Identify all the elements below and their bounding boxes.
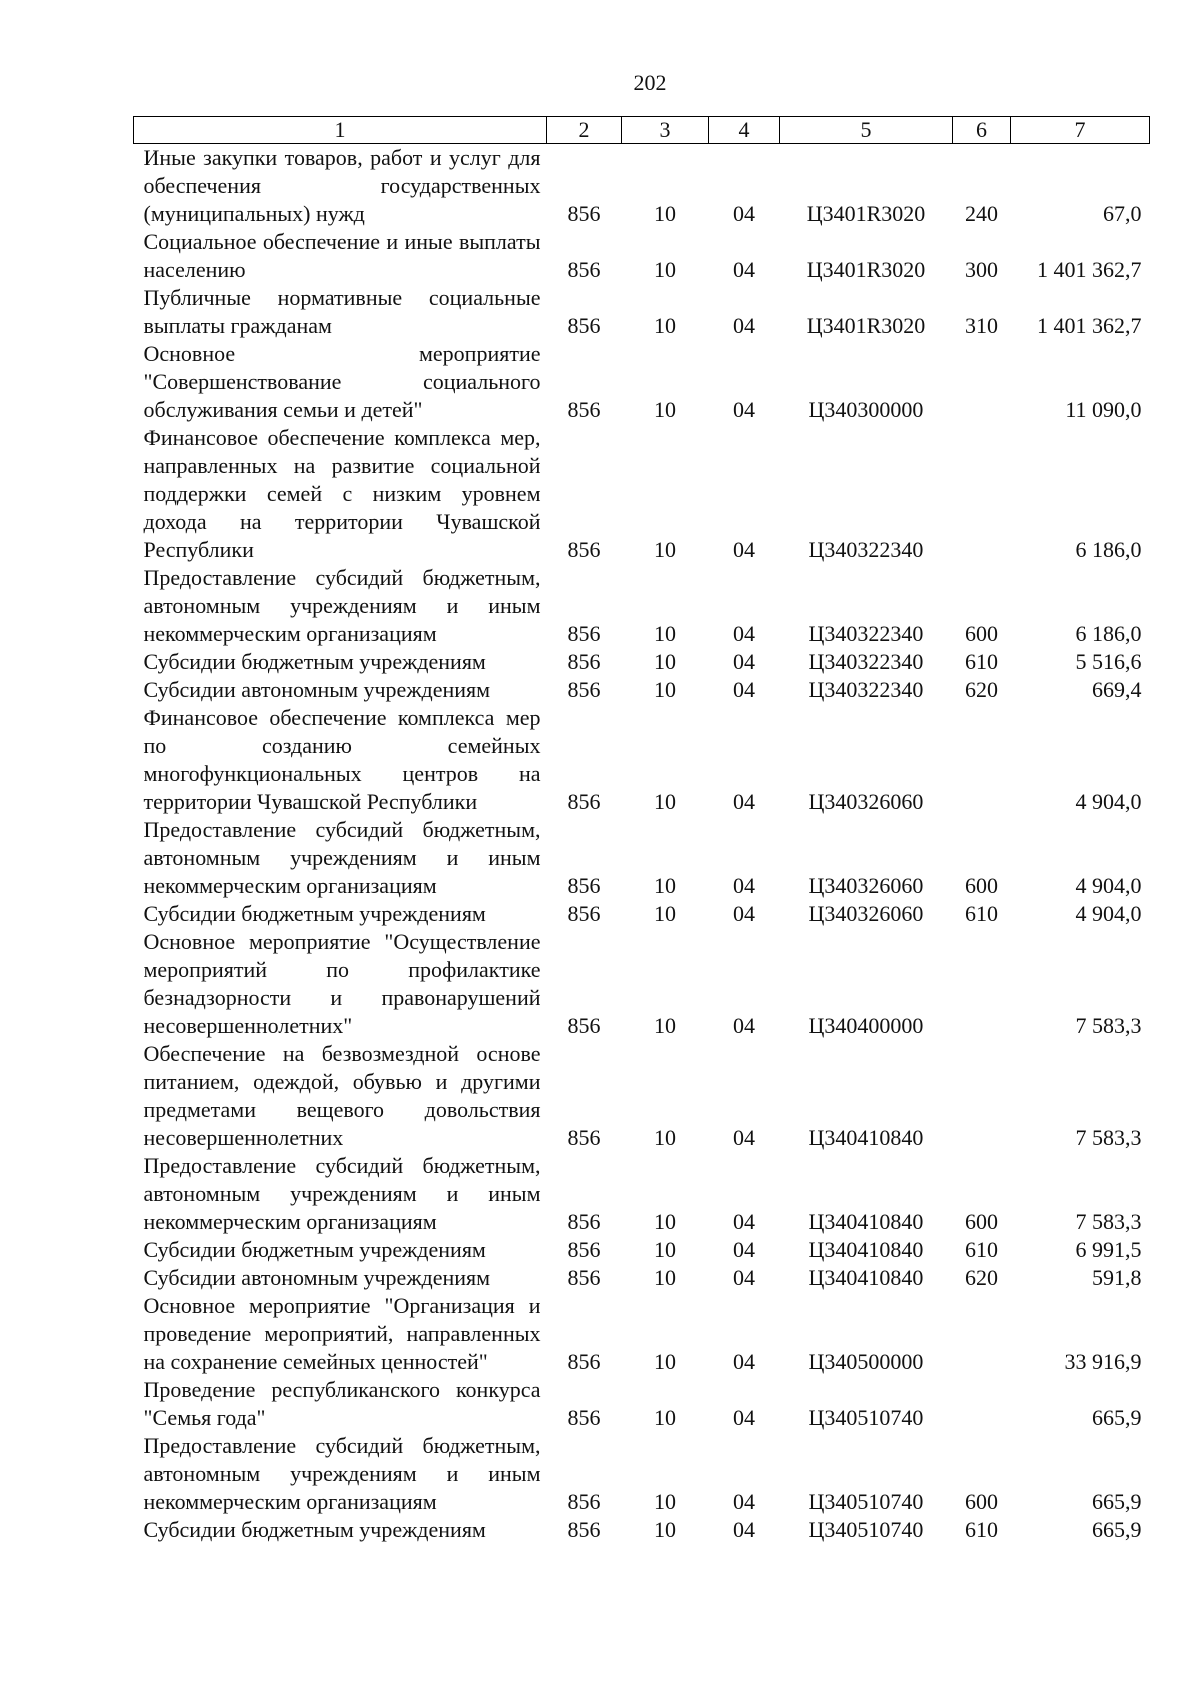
table-row <box>134 816 1150 900</box>
row-subsection: 04 <box>733 1489 755 1514</box>
table-row <box>134 144 1150 229</box>
row-target-article: Ц340510740 <box>808 1405 924 1430</box>
row-expense-type: 610 <box>965 649 998 674</box>
row-description: Финансовое обеспечение комплекса мер по созданию семейных многофункциональных центров на территории Чувашской Республики <box>143 705 541 814</box>
row-description: Субсидии автономным учреждениям <box>143 1265 491 1290</box>
table-row <box>134 284 1150 340</box>
header-cell-2: 2 <box>547 117 622 144</box>
header-cell-3: 3 <box>622 117 709 144</box>
row-description: Иные закупки товаров, работ и услуг для обеспечения государственных (муниципальных) нужд <box>143 145 541 226</box>
row-subsection: 04 <box>733 1125 755 1150</box>
row-amount: 4 904,0 <box>1075 873 1142 898</box>
row-subsection: 04 <box>733 1405 755 1430</box>
budget-table <box>133 116 1150 1544</box>
row-description: Основное мероприятие "Совершенствование социального обслуживания семьи и детей" <box>143 341 541 422</box>
row-section: 10 <box>654 257 676 282</box>
row-target-article: Ц3401R3020 <box>806 313 926 338</box>
row-subsection: 04 <box>733 257 755 282</box>
row-subsection: 04 <box>733 873 755 898</box>
row-target-article: Ц340300000 <box>808 397 924 422</box>
row-description: Социальное обеспечение и иные выплаты населению <box>143 229 541 282</box>
row-target-article: Ц340500000 <box>808 1349 924 1374</box>
row-amount: 7 583,3 <box>1075 1013 1142 1038</box>
row-target-article: Ц340326060 <box>808 901 924 926</box>
row-expense-type: 610 <box>965 1237 998 1262</box>
row-expense-type: 310 <box>965 313 998 338</box>
header-cell-7: 7 <box>1011 117 1150 144</box>
row-code-856: 856 <box>567 1405 601 1430</box>
row-code-856: 856 <box>567 621 601 646</box>
row-expense-type <box>953 1040 1011 1152</box>
row-description: Субсидии бюджетным учреждениям <box>143 649 486 674</box>
row-code-856: 856 <box>567 257 601 282</box>
row-subsection: 04 <box>733 313 755 338</box>
row-code-856: 856 <box>567 901 601 926</box>
row-description: Основное мероприятие "Осуществление мероприятий по профилактике безнадзорности и правонарушений несовершеннолетних" <box>143 929 541 1038</box>
row-subsection: 04 <box>733 621 755 646</box>
row-expense-type <box>953 704 1011 816</box>
row-section: 10 <box>654 1517 676 1542</box>
row-section: 10 <box>654 313 676 338</box>
table-row <box>134 1152 1150 1236</box>
row-subsection: 04 <box>733 677 755 702</box>
row-section: 10 <box>654 677 676 702</box>
row-subsection: 04 <box>733 649 755 674</box>
row-section: 10 <box>654 1349 676 1374</box>
row-target-article: Ц340400000 <box>808 1013 924 1038</box>
row-description: Предоставление субсидий бюджетным, автономным учреждениям и иным некоммерческим организациям <box>143 817 541 898</box>
row-code-856: 856 <box>567 1489 601 1514</box>
row-code-856: 856 <box>567 677 601 702</box>
table-row <box>134 648 1150 676</box>
row-subsection: 04 <box>733 397 755 422</box>
row-subsection: 04 <box>733 901 755 926</box>
row-code-856: 856 <box>567 1265 601 1290</box>
row-amount: 7 583,3 <box>1075 1209 1142 1234</box>
row-target-article: Ц340326060 <box>808 789 924 814</box>
row-expense-type: 620 <box>965 677 998 702</box>
row-description: Проведение республиканского конкурса "Семья года" <box>143 1377 541 1430</box>
row-code-856: 856 <box>567 397 601 422</box>
row-subsection: 04 <box>733 789 755 814</box>
table-row <box>134 1236 1150 1264</box>
row-code-856: 856 <box>567 1237 601 1262</box>
row-target-article: Ц340322340 <box>808 649 924 674</box>
table-row <box>134 1040 1150 1152</box>
row-target-article: Ц340510740 <box>808 1517 924 1542</box>
row-section: 10 <box>654 873 676 898</box>
row-description: Субсидии бюджетным учреждениям <box>143 1237 486 1262</box>
row-subsection: 04 <box>733 1013 755 1038</box>
table-row <box>134 676 1150 704</box>
row-section: 10 <box>654 537 676 562</box>
row-expense-type: 600 <box>965 1209 998 1234</box>
row-code-856: 856 <box>567 313 601 338</box>
row-subsection: 04 <box>733 1349 755 1374</box>
row-expense-type <box>953 1376 1011 1432</box>
row-section: 10 <box>654 901 676 926</box>
row-amount: 6 186,0 <box>1075 621 1142 646</box>
table-row <box>134 1292 1150 1376</box>
row-description: Обеспечение на безвозмездной основе питанием, одеждой, обувью и другими предметами вещевого довольствия несовершеннолетних <box>143 1041 541 1150</box>
row-amount: 33 916,9 <box>1064 1349 1142 1374</box>
row-amount: 11 090,0 <box>1065 397 1142 422</box>
row-description: Финансовое обеспечение комплекса мер, направленных на развитие социальной поддержки семей с низким уровнем дохода на территории Чувашской Республики <box>143 425 541 562</box>
table-row <box>134 1376 1150 1432</box>
row-code-856: 856 <box>567 1125 601 1150</box>
row-expense-type: 610 <box>965 901 998 926</box>
row-expense-type <box>953 928 1011 1040</box>
row-section: 10 <box>654 621 676 646</box>
row-amount: 1 401 362,7 <box>1037 313 1142 338</box>
row-subsection: 04 <box>733 1209 755 1234</box>
row-expense-type: 240 <box>965 201 998 226</box>
row-description: Публичные нормативные социальные выплаты гражданам <box>143 285 541 338</box>
row-code-856: 856 <box>567 873 601 898</box>
row-amount: 7 583,3 <box>1075 1125 1142 1150</box>
row-section: 10 <box>654 397 676 422</box>
row-amount: 665,9 <box>1092 1489 1142 1514</box>
header-cell-5: 5 <box>780 117 953 144</box>
table-row <box>134 564 1150 648</box>
row-amount: 665,9 <box>1092 1405 1142 1430</box>
table-row <box>134 424 1150 564</box>
header-row <box>134 117 1150 144</box>
row-code-856: 856 <box>567 789 601 814</box>
row-code-856: 856 <box>567 1209 601 1234</box>
row-section: 10 <box>654 1265 676 1290</box>
header-cell-6: 6 <box>953 117 1011 144</box>
row-expense-type: 610 <box>965 1517 998 1542</box>
row-amount: 4 904,0 <box>1075 789 1142 814</box>
row-expense-type: 600 <box>965 873 998 898</box>
row-code-856: 856 <box>567 1517 601 1542</box>
row-amount: 6 991,5 <box>1075 1237 1142 1262</box>
row-target-article: Ц340322340 <box>808 537 924 562</box>
row-target-article: Ц3401R3020 <box>806 257 926 282</box>
row-expense-type <box>953 1292 1011 1376</box>
row-expense-type: 600 <box>965 1489 998 1514</box>
row-target-article: Ц340322340 <box>808 677 924 702</box>
table-row <box>134 1264 1150 1292</box>
row-subsection: 04 <box>733 1265 755 1290</box>
row-subsection: 04 <box>733 1517 755 1542</box>
table-body <box>134 144 1150 1545</box>
row-description: Субсидии автономным учреждениям <box>143 677 491 702</box>
row-section: 10 <box>654 1125 676 1150</box>
row-description: Основное мероприятие "Организация и проведение мероприятий, направленных на сохранение семейных ценностей" <box>143 1293 541 1374</box>
row-target-article: Ц340326060 <box>808 873 924 898</box>
row-description: Предоставление субсидий бюджетным, автономным учреждениям и иным некоммерческим организациям <box>143 565 541 646</box>
row-expense-type: 620 <box>965 1265 998 1290</box>
row-target-article: Ц340322340 <box>808 621 924 646</box>
row-expense-type <box>953 424 1011 564</box>
row-section: 10 <box>654 1209 676 1234</box>
row-target-article: Ц340510740 <box>808 1489 924 1514</box>
row-section: 10 <box>654 1405 676 1430</box>
page-number: 202 <box>633 70 667 95</box>
row-subsection: 04 <box>733 537 755 562</box>
table-row <box>134 704 1150 816</box>
row-target-article: Ц340410840 <box>808 1209 924 1234</box>
row-expense-type: 600 <box>965 621 998 646</box>
header-cell-1: 1 <box>134 117 547 144</box>
row-amount: 4 904,0 <box>1075 901 1142 926</box>
row-expense-type: 300 <box>965 257 998 282</box>
row-section: 10 <box>654 1489 676 1514</box>
row-code-856: 856 <box>567 201 601 226</box>
row-code-856: 856 <box>567 1013 601 1038</box>
row-target-article: Ц340410840 <box>808 1237 924 1262</box>
row-amount: 67,0 <box>1103 201 1142 226</box>
row-amount: 5 516,6 <box>1075 649 1142 674</box>
row-amount: 669,4 <box>1092 677 1142 702</box>
table-row <box>134 1516 1150 1544</box>
row-code-856: 856 <box>567 537 601 562</box>
row-section: 10 <box>654 201 676 226</box>
row-target-article: Ц340410840 <box>808 1265 924 1290</box>
row-description: Предоставление субсидий бюджетным, автономным учреждениям и иным некоммерческим организациям <box>143 1433 541 1514</box>
table-row <box>134 928 1150 1040</box>
row-description: Предоставление субсидий бюджетным, автономным учреждениям и иным некоммерческим организациям <box>143 1153 541 1234</box>
row-target-article: Ц340410840 <box>808 1125 924 1150</box>
row-amount: 591,8 <box>1092 1265 1142 1290</box>
row-section: 10 <box>654 1237 676 1262</box>
row-amount: 6 186,0 <box>1075 537 1142 562</box>
header-cell-4: 4 <box>709 117 780 144</box>
row-amount: 665,9 <box>1092 1517 1142 1542</box>
row-amount: 1 401 362,7 <box>1037 257 1142 282</box>
table-row <box>134 1432 1150 1516</box>
table-row <box>134 900 1150 928</box>
row-section: 10 <box>654 789 676 814</box>
row-subsection: 04 <box>733 201 755 226</box>
table-row <box>134 340 1150 424</box>
row-subsection: 04 <box>733 1237 755 1262</box>
row-code-856: 856 <box>567 1349 601 1374</box>
row-section: 10 <box>654 1013 676 1038</box>
row-target-article: Ц3401R3020 <box>806 201 926 226</box>
row-description: Субсидии бюджетным учреждениям <box>143 901 486 926</box>
row-description: Субсидии бюджетным учреждениям <box>143 1517 486 1542</box>
row-code-856: 856 <box>567 649 601 674</box>
row-section: 10 <box>654 649 676 674</box>
table-row <box>134 228 1150 284</box>
row-expense-type <box>953 340 1011 424</box>
